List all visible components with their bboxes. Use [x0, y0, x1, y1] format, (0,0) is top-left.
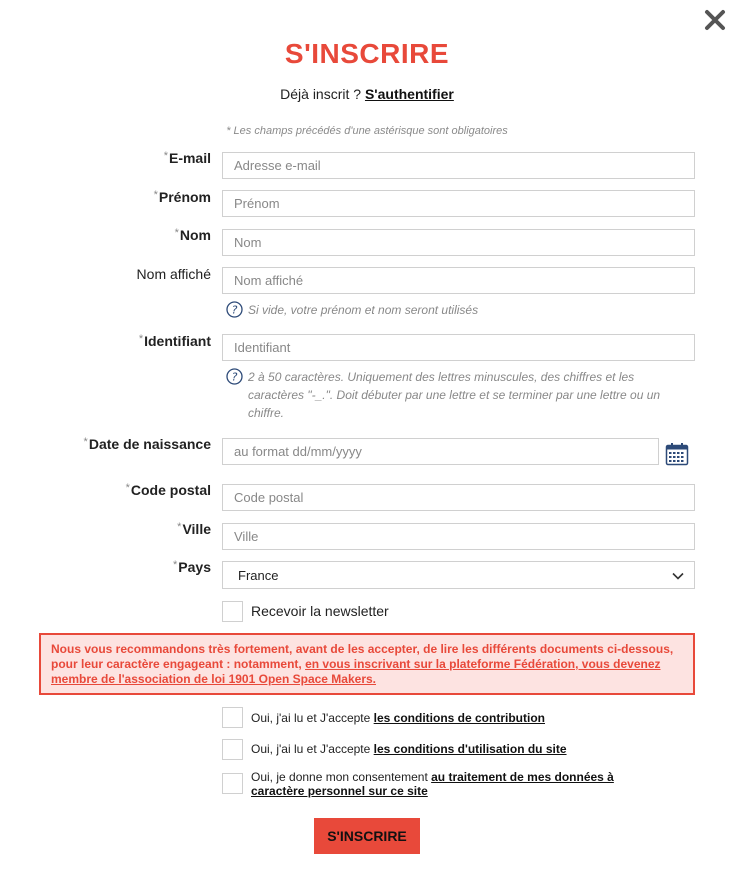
- birthdate-label: *Date de naissance: [83, 436, 211, 452]
- page-title: S'INSCRIRE: [284, 38, 450, 69]
- site-terms-link[interactable]: les conditions d'utilisation du site: [373, 742, 567, 756]
- close-icon[interactable]: [703, 8, 727, 32]
- warning-link[interactable]: en vous inscrivant sur la plateforme Fédération, vous devenez membre de l'association de loi 1901 Open Space Makers.: [51, 657, 661, 686]
- country-select[interactable]: [222, 561, 695, 589]
- country-label: *Pays: [173, 559, 211, 575]
- display-name-field[interactable]: [222, 267, 695, 294]
- data-processing-link[interactable]: au traitement de mes données à caractère personnel sur ce site: [251, 770, 614, 798]
- submit-button[interactable]: S'INSCRIRE: [314, 818, 420, 854]
- birthdate-field[interactable]: [222, 438, 659, 465]
- city-label: *Ville: [177, 521, 211, 537]
- consent-contribution-checkbox[interactable]: [222, 707, 243, 728]
- newsletter-checkbox[interactable]: [222, 601, 243, 622]
- login-link[interactable]: S'authentifier: [364, 86, 454, 102]
- newsletter-label: Recevoir la newsletter: [251, 603, 389, 619]
- calendar-icon[interactable]: [665, 442, 689, 466]
- contribution-terms-link[interactable]: les conditions de contribution: [373, 711, 545, 725]
- city-field[interactable]: [222, 523, 695, 550]
- username-field[interactable]: [222, 334, 695, 361]
- username-label: *Identifiant: [138, 333, 211, 349]
- display-name-label: Nom affiché: [136, 266, 211, 282]
- help-icon: [226, 301, 243, 318]
- consent-terms-checkbox[interactable]: [222, 739, 243, 760]
- consent-contribution-label: Oui, j'ai lu et J'accepte les conditions de contribution: [251, 711, 545, 725]
- display-name-hint: ? Si vide, votre prénom et nom seront utilisés: [226, 301, 696, 319]
- consent-data-label: Oui, je donne mon consentement au traitement de mes données à caractère personnel sur ce site: [251, 770, 614, 798]
- consent-terms-label: Oui, j'ai lu et J'accepte les conditions d'utilisation du site: [251, 742, 567, 756]
- svg-text:?: ?: [231, 370, 238, 384]
- lastname-label: *Nom: [174, 227, 211, 243]
- postal-code-label: *Code postal: [125, 482, 211, 498]
- svg-text:?: ?: [231, 303, 238, 317]
- firstname-label: *Prénom: [153, 189, 211, 205]
- email-field[interactable]: [222, 152, 695, 179]
- login-prompt: [0, 86, 734, 102]
- warning-box: [39, 633, 695, 695]
- username-hint: ? 2 à 50 caractères. Uniquement des lettres minuscules, des chiffres et les caractères "-_.". Doit débuter par une lettre et se terminer par une lettre ou un chiffre.: [226, 368, 671, 422]
- lastname-field[interactable]: [222, 229, 695, 256]
- consent-data-checkbox[interactable]: [222, 773, 243, 794]
- email-label: *E-mail: [163, 150, 211, 166]
- country-value: France: [238, 568, 279, 583]
- help-icon: [226, 368, 243, 385]
- chevron-down-icon: [671, 569, 685, 583]
- postal-code-field[interactable]: [222, 484, 695, 511]
- warning-text: Nous vous recommandons très fortement, avant de les accepter, de lire les différents documents ci-dessous, pour leur caractère engageant : notamment,: [51, 642, 674, 671]
- already-registered-text: Déjà inscrit ?: [280, 86, 365, 102]
- required-fields-note: * Les champs précédés d'une astérisque sont obligatoires: [226, 125, 508, 137]
- firstname-field[interactable]: [222, 190, 695, 217]
